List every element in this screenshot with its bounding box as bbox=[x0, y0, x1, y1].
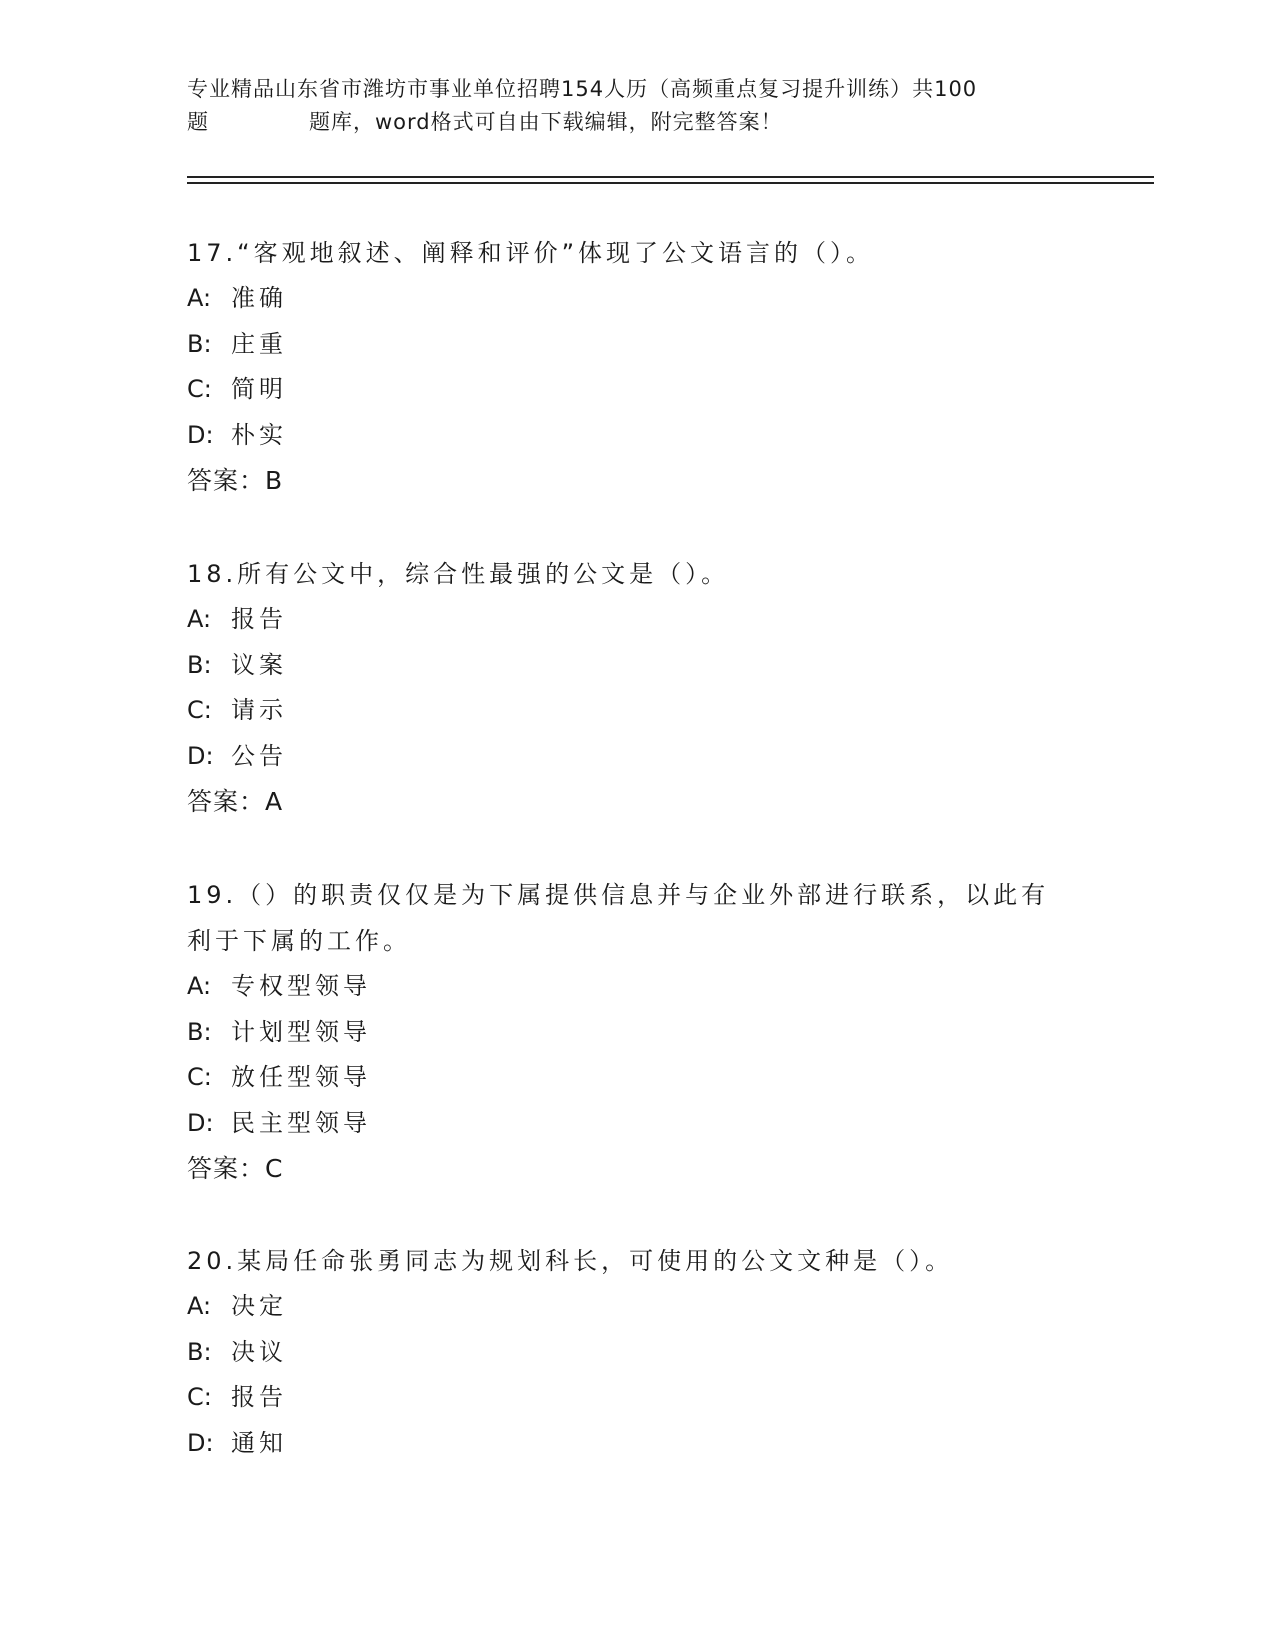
option-text: 通知 bbox=[231, 1428, 287, 1457]
option-text: 计划型领导 bbox=[231, 1017, 371, 1046]
option-letter: B: bbox=[187, 329, 212, 358]
option-a bbox=[187, 597, 1087, 643]
option-c bbox=[187, 688, 1087, 734]
question-stem-line1: 19.（）的职责仅仅是为下属提供信息并与企业外部进行联系，以此有 bbox=[187, 881, 1050, 909]
option-letter: C: bbox=[187, 696, 212, 724]
option-letter: B: bbox=[187, 650, 212, 679]
answer-label: 答案：C bbox=[187, 1154, 284, 1183]
answer-label: 答案：A bbox=[187, 787, 284, 816]
question-stem: 17.“客观地叙述、阐释和评价”体现了公文语言的（）。 bbox=[187, 239, 875, 267]
option-d bbox=[187, 734, 1087, 780]
option-c bbox=[187, 367, 1087, 413]
option-d bbox=[187, 1421, 1087, 1467]
answer-label: 答案：B bbox=[187, 466, 284, 495]
option-text: 放任型领导 bbox=[231, 1063, 371, 1091]
option-d bbox=[187, 413, 1087, 459]
option-text: 专权型领导 bbox=[231, 972, 371, 1000]
question-stem-line2: 利于下属的工作。 bbox=[187, 927, 411, 955]
option-text: 民主型领导 bbox=[231, 1108, 371, 1137]
option-b bbox=[187, 322, 1087, 368]
option-text: 决定 bbox=[231, 1292, 287, 1320]
option-text: 议案 bbox=[231, 650, 287, 679]
option-a bbox=[187, 276, 1087, 322]
option-letter: C: bbox=[187, 1063, 212, 1091]
header-title-line1: 专业精品山东省市潍坊市事业单位招聘154人历（高频重点复习提升训练）共100 bbox=[187, 77, 978, 101]
option-letter: D: bbox=[187, 420, 214, 449]
header-title-line2 bbox=[187, 106, 1087, 139]
question-18 bbox=[187, 551, 1087, 824]
option-a bbox=[187, 964, 1087, 1010]
question-19 bbox=[187, 872, 1087, 1191]
option-b bbox=[187, 1010, 1087, 1056]
option-d bbox=[187, 1101, 1087, 1147]
header-line2-left: 题 bbox=[187, 110, 209, 134]
option-letter: A: bbox=[187, 1292, 212, 1320]
option-letter: A: bbox=[187, 605, 212, 633]
option-text: 报告 bbox=[231, 605, 287, 633]
header-line2-right: 题库，word格式可自由下载编辑，附完整答案！ bbox=[309, 110, 783, 134]
option-letter: B: bbox=[187, 1017, 212, 1046]
question-20 bbox=[187, 1238, 1087, 1466]
option-letter: D: bbox=[187, 741, 214, 770]
option-letter: D: bbox=[187, 1108, 214, 1137]
option-letter: D: bbox=[187, 1428, 214, 1457]
question-stem: 18.所有公文中，综合性最强的公文是（）。 bbox=[187, 560, 730, 588]
option-text: 公告 bbox=[231, 741, 287, 770]
header-divider-top bbox=[187, 176, 1154, 178]
option-b bbox=[187, 1330, 1087, 1376]
option-text: 准确 bbox=[231, 284, 287, 312]
option-letter: C: bbox=[187, 375, 212, 403]
option-letter: A: bbox=[187, 284, 212, 312]
option-c bbox=[187, 1055, 1087, 1101]
option-a bbox=[187, 1284, 1087, 1330]
question-stem: 20.某局任命张勇同志为规划科长，可使用的公文文种是（）。 bbox=[187, 1247, 954, 1275]
option-text: 请示 bbox=[231, 696, 287, 724]
option-text: 决议 bbox=[231, 1337, 287, 1366]
option-letter: B: bbox=[187, 1337, 212, 1366]
option-letter: C: bbox=[187, 1383, 212, 1411]
option-b bbox=[187, 643, 1087, 689]
header-divider-bottom bbox=[187, 182, 1154, 184]
option-text: 庄重 bbox=[231, 329, 287, 358]
option-text: 报告 bbox=[231, 1383, 287, 1411]
option-letter: A: bbox=[187, 972, 212, 1000]
option-text: 简明 bbox=[231, 375, 287, 403]
option-text: 朴实 bbox=[231, 420, 287, 449]
question-17 bbox=[187, 230, 1087, 503]
document-header bbox=[187, 73, 1087, 139]
option-c bbox=[187, 1375, 1087, 1421]
